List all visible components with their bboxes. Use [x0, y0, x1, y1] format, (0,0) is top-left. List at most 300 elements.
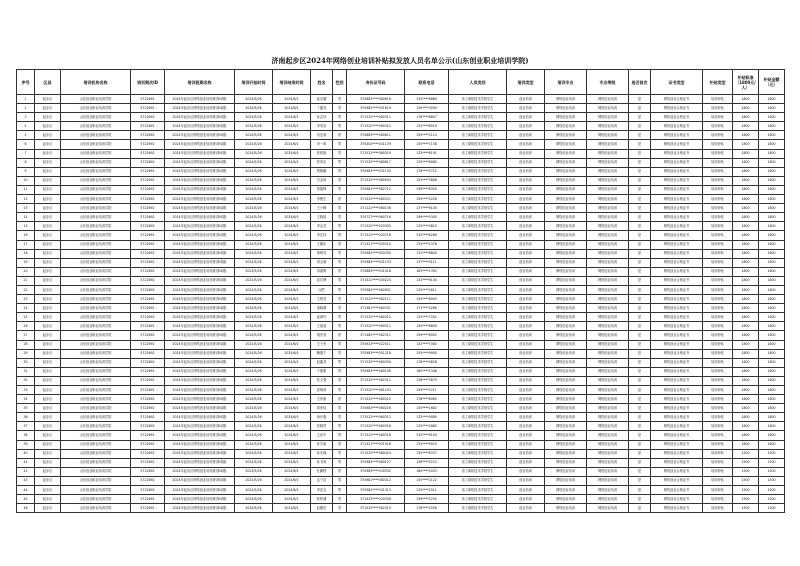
cell-cert: 网络创业合格证书	[651, 476, 703, 485]
cell-start: 2024/5/26	[235, 140, 273, 149]
cell-phone: 155****2226	[405, 195, 449, 204]
cell-cert: 网络创业合格证书	[651, 486, 703, 495]
cell-first: 是	[629, 231, 651, 240]
cell-standard: 1800	[733, 140, 759, 149]
column-header: 培训班期名称	[165, 70, 235, 95]
cell-gender: 男	[333, 504, 347, 513]
cell-standard: 1800	[733, 158, 759, 167]
cell-org: 山东创业职业培训学院	[61, 213, 131, 222]
cell-train-type: 创业培训	[507, 213, 545, 222]
table-row	[17, 295, 785, 304]
cell-subsidy-type: 培训补贴	[703, 222, 733, 231]
cell-subsidy-type: 培训补贴	[703, 176, 733, 185]
cell-phone: 132****2511	[405, 486, 449, 495]
cell-district: 起步区	[35, 504, 61, 513]
column-header: 是否首次	[629, 70, 651, 95]
cell-session-id: 5722692	[131, 476, 165, 485]
cell-phone: 183****1392	[405, 267, 449, 276]
cell-train-type: 创业培训	[507, 340, 545, 349]
cell-train-type: 创业培训	[507, 476, 545, 485]
cell-no: 19	[17, 258, 35, 267]
column-header: 补贴标准（1800元/人）	[733, 70, 759, 95]
cell-phone: 199****8902	[405, 331, 449, 340]
cell-subsidy-type: 培训补贴	[703, 367, 733, 376]
cell-level: 网络创业培训	[587, 313, 629, 322]
cell-level: 网络创业培训	[587, 185, 629, 194]
table-row	[17, 213, 785, 222]
cell-start: 2024/5/26	[235, 204, 273, 213]
cell-end: 2024/6/1	[273, 95, 311, 104]
cell-major: 网络创业培训	[545, 222, 587, 231]
cell-no: 46	[17, 504, 35, 513]
cell-category: 省工商院技术学校学生	[449, 476, 507, 485]
cell-org: 山东创业职业培训学院	[61, 322, 131, 331]
cell-name: 鞠瑞宁	[311, 349, 333, 358]
cell-phone: 178****0828	[405, 358, 449, 367]
cell-phone: 130****3590	[405, 104, 449, 113]
cell-id: 371522****060309	[347, 358, 405, 367]
cell-level: 网络创业培训	[587, 249, 629, 258]
cell-id: 371522****020305	[347, 222, 405, 231]
cell-subsidy-type: 培训补贴	[703, 340, 733, 349]
cell-standard: 1800	[733, 313, 759, 322]
cell-id: 371427****031918	[347, 440, 405, 449]
cell-class-name: 2024年起步区网络创业培训班(第4期)	[165, 240, 235, 249]
cell-class-name: 2024年起步区网络创业培训班(第4期)	[165, 431, 235, 440]
cell-level: 网络创业培训	[587, 386, 629, 395]
cell-end: 2024/6/1	[273, 104, 311, 113]
table-row	[17, 195, 785, 204]
cell-subsidy-type: 培训补贴	[703, 113, 733, 122]
cell-cert: 网络创业合格证书	[651, 467, 703, 476]
cell-cert: 网络创业合格证书	[651, 240, 703, 249]
cell-cert: 网络创业合格证书	[651, 176, 703, 185]
cell-first: 是	[629, 376, 651, 385]
cell-phone: 132****6191	[405, 149, 449, 158]
cell-major: 网络创业培训	[545, 376, 587, 385]
cell-district: 起步区	[35, 422, 61, 431]
cell-org: 山东创业职业培训学院	[61, 467, 131, 476]
cell-no: 6	[17, 140, 35, 149]
table-row	[17, 304, 785, 313]
cell-district: 起步区	[35, 249, 61, 258]
cell-gender: 男	[333, 149, 347, 158]
cell-train-type: 创业培训	[507, 258, 545, 267]
cell-class-name: 2024年起步区网络创业培训班(第4期)	[165, 213, 235, 222]
table-row	[17, 486, 785, 495]
cell-end: 2024/6/1	[273, 285, 311, 294]
cell-start: 2024/5/26	[235, 158, 273, 167]
cell-subsidy-type: 培训补贴	[703, 431, 733, 440]
cell-gender: 男	[333, 422, 347, 431]
cell-category: 省工商院技术学校学生	[449, 149, 507, 158]
cell-category: 省工商院技术学校学生	[449, 285, 507, 294]
cell-gender: 男	[333, 240, 347, 249]
cell-subsidy-type: 培训补贴	[703, 304, 733, 313]
cell-train-type: 创业培训	[507, 204, 545, 213]
cell-first: 是	[629, 367, 651, 376]
cell-end: 2024/6/1	[273, 295, 311, 304]
cell-start: 2024/5/26	[235, 504, 273, 513]
cell-start: 2024/5/26	[235, 340, 273, 349]
cell-standard: 1800	[733, 340, 759, 349]
cell-major: 网络创业培训	[545, 104, 587, 113]
cell-cert: 网络创业合格证书	[651, 140, 703, 149]
cell-gender: 男	[333, 95, 347, 104]
cell-amount: 1800	[759, 185, 785, 194]
cell-level: 网络创业培训	[587, 422, 629, 431]
cell-gender: 男	[333, 449, 347, 458]
cell-name: 李宏伟	[311, 231, 333, 240]
cell-id: 371522****060312	[347, 413, 405, 422]
cell-standard: 1800	[733, 322, 759, 331]
cell-district: 起步区	[35, 176, 61, 185]
cell-session-id: 5722692	[131, 122, 165, 131]
cell-standard: 1500	[733, 458, 759, 467]
cell-start: 2024/5/26	[235, 258, 273, 267]
cell-gender: 男	[333, 486, 347, 495]
cell-level: 网络创业培训	[587, 122, 629, 131]
cell-end: 2024/6/1	[273, 395, 311, 404]
cell-org: 山东创业职业培训学院	[61, 458, 131, 467]
cell-org: 山东创业职业培训学院	[61, 113, 131, 122]
cell-session-id: 5722692	[131, 240, 165, 249]
cell-start: 2024/5/26	[235, 495, 273, 504]
cell-first: 是	[629, 322, 651, 331]
cell-train-type: 创业培训	[507, 313, 545, 322]
cell-standard: 1800	[733, 95, 759, 104]
cell-gender: 男	[333, 322, 347, 331]
cell-phone: 155****7158	[405, 140, 449, 149]
cell-amount: 1800	[759, 331, 785, 340]
cell-district: 起步区	[35, 486, 61, 495]
table-row	[17, 504, 785, 513]
cell-level: 网络创业培训	[587, 395, 629, 404]
cell-gender: 男	[333, 404, 347, 413]
cell-level: 网络创业培训	[587, 104, 629, 113]
cell-end: 2024/6/1	[273, 195, 311, 204]
cell-amount: 1800	[759, 104, 785, 113]
cell-no: 44	[17, 486, 35, 495]
cell-class-name: 2024年起步区网络创业培训班(第4期)	[165, 285, 235, 294]
cell-subsidy-type: 培训补贴	[703, 140, 733, 149]
cell-category: 省工商院技术学校学生	[449, 467, 507, 476]
cell-class-name: 2024年起步区网络创业培训班(第4期)	[165, 322, 235, 331]
cell-no: 35	[17, 404, 35, 413]
cell-first: 是	[629, 331, 651, 340]
cell-level: 网络创业培训	[587, 304, 629, 313]
cell-no: 31	[17, 367, 35, 376]
cell-first: 是	[629, 486, 651, 495]
column-header: 身份证号码	[347, 70, 405, 95]
cell-subsidy-type: 培训补贴	[703, 195, 733, 204]
cell-class-name: 2024年起步区网络创业培训班(第4期)	[165, 231, 235, 240]
cell-amount: 1800	[759, 304, 785, 313]
cell-no: 2	[17, 104, 35, 113]
cell-session-id: 5722692	[131, 322, 165, 331]
cell-level: 网络创业培训	[587, 213, 629, 222]
table-row	[17, 204, 785, 213]
cell-first: 是	[629, 431, 651, 440]
cell-train-type: 创业培训	[507, 240, 545, 249]
cell-amount: 1800	[759, 140, 785, 149]
cell-category: 省工商院技术学校学生	[449, 131, 507, 140]
cell-session-id: 5722692	[131, 458, 165, 467]
cell-amount: 1800	[759, 422, 785, 431]
table-row	[17, 231, 785, 240]
cell-first: 是	[629, 340, 651, 349]
cell-cert: 网络创业合格证书	[651, 149, 703, 158]
cell-district: 起步区	[35, 431, 61, 440]
cell-org: 山东创业职业培训学院	[61, 122, 131, 131]
cell-gender: 男	[333, 122, 347, 131]
cell-first: 是	[629, 267, 651, 276]
cell-session-id: 5722692	[131, 358, 165, 367]
cell-subsidy-type: 培训补贴	[703, 167, 733, 176]
cell-major: 网络创业培训	[545, 349, 587, 358]
cell-standard: 1500	[733, 467, 759, 476]
cell-gender: 男	[333, 195, 347, 204]
cell-org: 山东创业职业培训学院	[61, 349, 131, 358]
cell-category: 省工商院技术学校学生	[449, 122, 507, 131]
cell-class-name: 2024年起步区网络创业培训班(第4期)	[165, 222, 235, 231]
cell-phone: 171****3286	[405, 304, 449, 313]
cell-start: 2024/5/26	[235, 358, 273, 367]
cell-start: 2024/5/26	[235, 458, 273, 467]
cell-phone: 193****2211	[405, 386, 449, 395]
cell-amount: 1500	[759, 467, 785, 476]
cell-major: 网络创业培训	[545, 358, 587, 367]
cell-train-type: 创业培训	[507, 349, 545, 358]
cell-id: 370883****031018	[347, 267, 405, 276]
cell-session-id: 5722692	[131, 285, 165, 294]
cell-org: 山东创业职业培训学院	[61, 431, 131, 440]
cell-level: 网络创业培训	[587, 167, 629, 176]
cell-class-name: 2024年起步区网络创业培训班(第4期)	[165, 122, 235, 131]
cell-major: 网络创业培训	[545, 267, 587, 276]
cell-subsidy-type: 培训补贴	[703, 258, 733, 267]
cell-id: 370883****080618	[347, 95, 405, 104]
cell-district: 起步区	[35, 95, 61, 104]
cell-major: 网络创业培训	[545, 258, 587, 267]
cell-start: 2024/5/26	[235, 149, 273, 158]
cell-start: 2024/5/26	[235, 104, 273, 113]
cell-train-type: 创业培训	[507, 322, 545, 331]
cell-standard: 1800	[733, 231, 759, 240]
cell-gender: 男	[333, 458, 347, 467]
cell-session-id: 5722692	[131, 176, 165, 185]
table-row	[17, 149, 785, 158]
cell-amount: 1500	[759, 476, 785, 485]
cell-subsidy-type: 培训补贴	[703, 149, 733, 158]
cell-subsidy-type: 培训补贴	[703, 322, 733, 331]
cell-district: 起步区	[35, 331, 61, 340]
cell-standard: 1800	[733, 213, 759, 222]
cell-name: 李宪宝	[311, 486, 333, 495]
cell-first: 是	[629, 140, 651, 149]
cell-category: 省工商院技术学校学生	[449, 213, 507, 222]
cell-start: 2024/5/26	[235, 222, 273, 231]
cell-cert: 网络创业合格证书	[651, 167, 703, 176]
cell-phone: 137****9100	[405, 204, 449, 213]
cell-name: 丁鑫亮	[311, 104, 333, 113]
cell-session-id: 5722692	[131, 367, 165, 376]
cell-end: 2024/6/1	[273, 176, 311, 185]
cell-cert: 网络创业合格证书	[651, 131, 703, 140]
cell-name: 高明涛	[311, 386, 333, 395]
cell-cert: 网络创业合格证书	[651, 322, 703, 331]
cell-class-name: 2024年起步区网络创业培训班(第4期)	[165, 249, 235, 258]
cell-train-type: 创业培训	[507, 176, 545, 185]
cell-category: 省工商院技术学校学生	[449, 495, 507, 504]
cell-end: 2024/6/1	[273, 422, 311, 431]
cell-session-id: 5722692	[131, 158, 165, 167]
cell-session-id: 5722692	[131, 395, 165, 404]
cell-gender: 男	[333, 349, 347, 358]
cell-end: 2024/6/1	[273, 440, 311, 449]
cell-district: 起步区	[35, 304, 61, 313]
cell-standard: 1800	[733, 358, 759, 367]
cell-major: 网络创业培训	[545, 313, 587, 322]
cell-amount: 1800	[759, 358, 785, 367]
cell-first: 是	[629, 313, 651, 322]
cell-id: 371522****030224	[347, 276, 405, 285]
cell-session-id: 5722692	[131, 104, 165, 113]
cell-amount: 1800	[759, 158, 785, 167]
cell-session-id: 5722692	[131, 204, 165, 213]
cell-id: 370981****080312	[347, 476, 405, 485]
cell-name: 杜鹏程	[311, 467, 333, 476]
cell-cert: 网络创业合格证书	[651, 358, 703, 367]
cell-name: 孟子浩	[311, 476, 333, 485]
cell-cert: 网络创业合格证书	[651, 204, 703, 213]
cell-phone: 180****1348	[405, 367, 449, 376]
cell-major: 网络创业培训	[545, 158, 587, 167]
cell-session-id: 5722692	[131, 258, 165, 267]
cell-class-name: 2024年起步区网络创业培训班(第4期)	[165, 167, 235, 176]
cell-level: 网络创业培训	[587, 195, 629, 204]
cell-name: 王世平	[311, 431, 333, 440]
cell-session-id: 5722692	[131, 149, 165, 158]
cell-id: 371522****080311	[347, 113, 405, 122]
cell-gender: 男	[333, 185, 347, 194]
cell-first: 是	[629, 458, 651, 467]
cell-district: 起步区	[35, 476, 61, 485]
cell-amount: 1800	[759, 213, 785, 222]
column-header: 补贴金额（元）	[759, 70, 785, 95]
cell-subsidy-type: 培训补贴	[703, 249, 733, 258]
cell-class-name: 2024年起步区网络创业培训班(第4期)	[165, 267, 235, 276]
cell-name: 吕金涛	[311, 176, 333, 185]
cell-category: 省工商院技术学校学生	[449, 422, 507, 431]
cell-standard: 1800	[733, 295, 759, 304]
table-row	[17, 122, 785, 131]
cell-first: 是	[629, 295, 651, 304]
table-row	[17, 367, 785, 376]
cell-standard: 1800	[733, 285, 759, 294]
cell-end: 2024/6/1	[273, 140, 311, 149]
table-row	[17, 322, 785, 331]
cell-district: 起步区	[35, 113, 61, 122]
cell-standard: 1800	[733, 431, 759, 440]
cell-cert: 网络创业合格证书	[651, 95, 703, 104]
cell-phone: 132****9020	[405, 440, 449, 449]
cell-phone: 132****9100	[405, 276, 449, 285]
cell-start: 2024/5/26	[235, 267, 273, 276]
cell-first: 是	[629, 404, 651, 413]
cell-district: 起步区	[35, 267, 61, 276]
cell-first: 是	[629, 358, 651, 367]
cell-standard: 1800	[733, 104, 759, 113]
cell-no: 12	[17, 195, 35, 204]
cell-subsidy-type: 培训补贴	[703, 231, 733, 240]
cell-cert: 网络创业合格证书	[651, 395, 703, 404]
cell-cert: 网络创业合格证书	[651, 258, 703, 267]
cell-no: 27	[17, 331, 35, 340]
cell-end: 2024/6/1	[273, 185, 311, 194]
cell-id: 371522****020718	[347, 231, 405, 240]
cell-first: 是	[629, 113, 651, 122]
cell-name: 王子峰	[311, 204, 333, 213]
cell-no: 22	[17, 285, 35, 294]
cell-phone: 138****3875	[405, 376, 449, 385]
cell-amount: 1800	[759, 413, 785, 422]
cell-phone: 132****2880	[405, 422, 449, 431]
cell-end: 2024/6/1	[273, 331, 311, 340]
cell-id: 371522****060312	[347, 313, 405, 322]
cell-subsidy-type: 培训补贴	[703, 440, 733, 449]
cell-amount: 1500	[759, 504, 785, 513]
cell-session-id: 5722692	[131, 213, 165, 222]
cell-session-id: 5722692	[131, 467, 165, 476]
cell-train-type: 创业培训	[507, 95, 545, 104]
cell-district: 起步区	[35, 340, 61, 349]
cell-name: 赵鑫尧	[311, 358, 333, 367]
cell-session-id: 5722692	[131, 231, 165, 240]
cell-class-name: 2024年起步区网络创业培训班(第4期)	[165, 140, 235, 149]
cell-end: 2024/6/1	[273, 222, 311, 231]
cell-no: 26	[17, 322, 35, 331]
cell-level: 网络创业培训	[587, 158, 629, 167]
cell-category: 省工商院技术学校学生	[449, 167, 507, 176]
cell-level: 网络创业培训	[587, 176, 629, 185]
cell-subsidy-type: 培训补贴	[703, 276, 733, 285]
cell-major: 网络创业培训	[545, 495, 587, 504]
cell-cert: 网络创业合格证书	[651, 386, 703, 395]
cell-train-type: 创业培训	[507, 122, 545, 131]
cell-no: 34	[17, 395, 35, 404]
column-header: 培训机构名称	[61, 70, 131, 95]
cell-level: 网络创业培训	[587, 267, 629, 276]
cell-org: 山东创业职业培训学院	[61, 376, 131, 385]
table-row	[17, 140, 785, 149]
cell-end: 2024/6/1	[273, 213, 311, 222]
cell-subsidy-type: 培训补贴	[703, 131, 733, 140]
cell-major: 网络创业培训	[545, 176, 587, 185]
cell-major: 网络创业培训	[545, 122, 587, 131]
cell-amount: 1800	[759, 367, 785, 376]
cell-level: 网络创业培训	[587, 440, 629, 449]
cell-level: 网络创业培训	[587, 431, 629, 440]
table-row	[17, 386, 785, 395]
cell-session-id: 5722692	[131, 313, 165, 322]
cell-category: 省工商院技术学校学生	[449, 458, 507, 467]
cell-major: 网络创业培训	[545, 504, 587, 513]
cell-no: 1	[17, 95, 35, 104]
cell-train-type: 创业培训	[507, 231, 545, 240]
cell-train-type: 创业培训	[507, 504, 545, 513]
cell-id: 371522****060424	[347, 449, 405, 458]
